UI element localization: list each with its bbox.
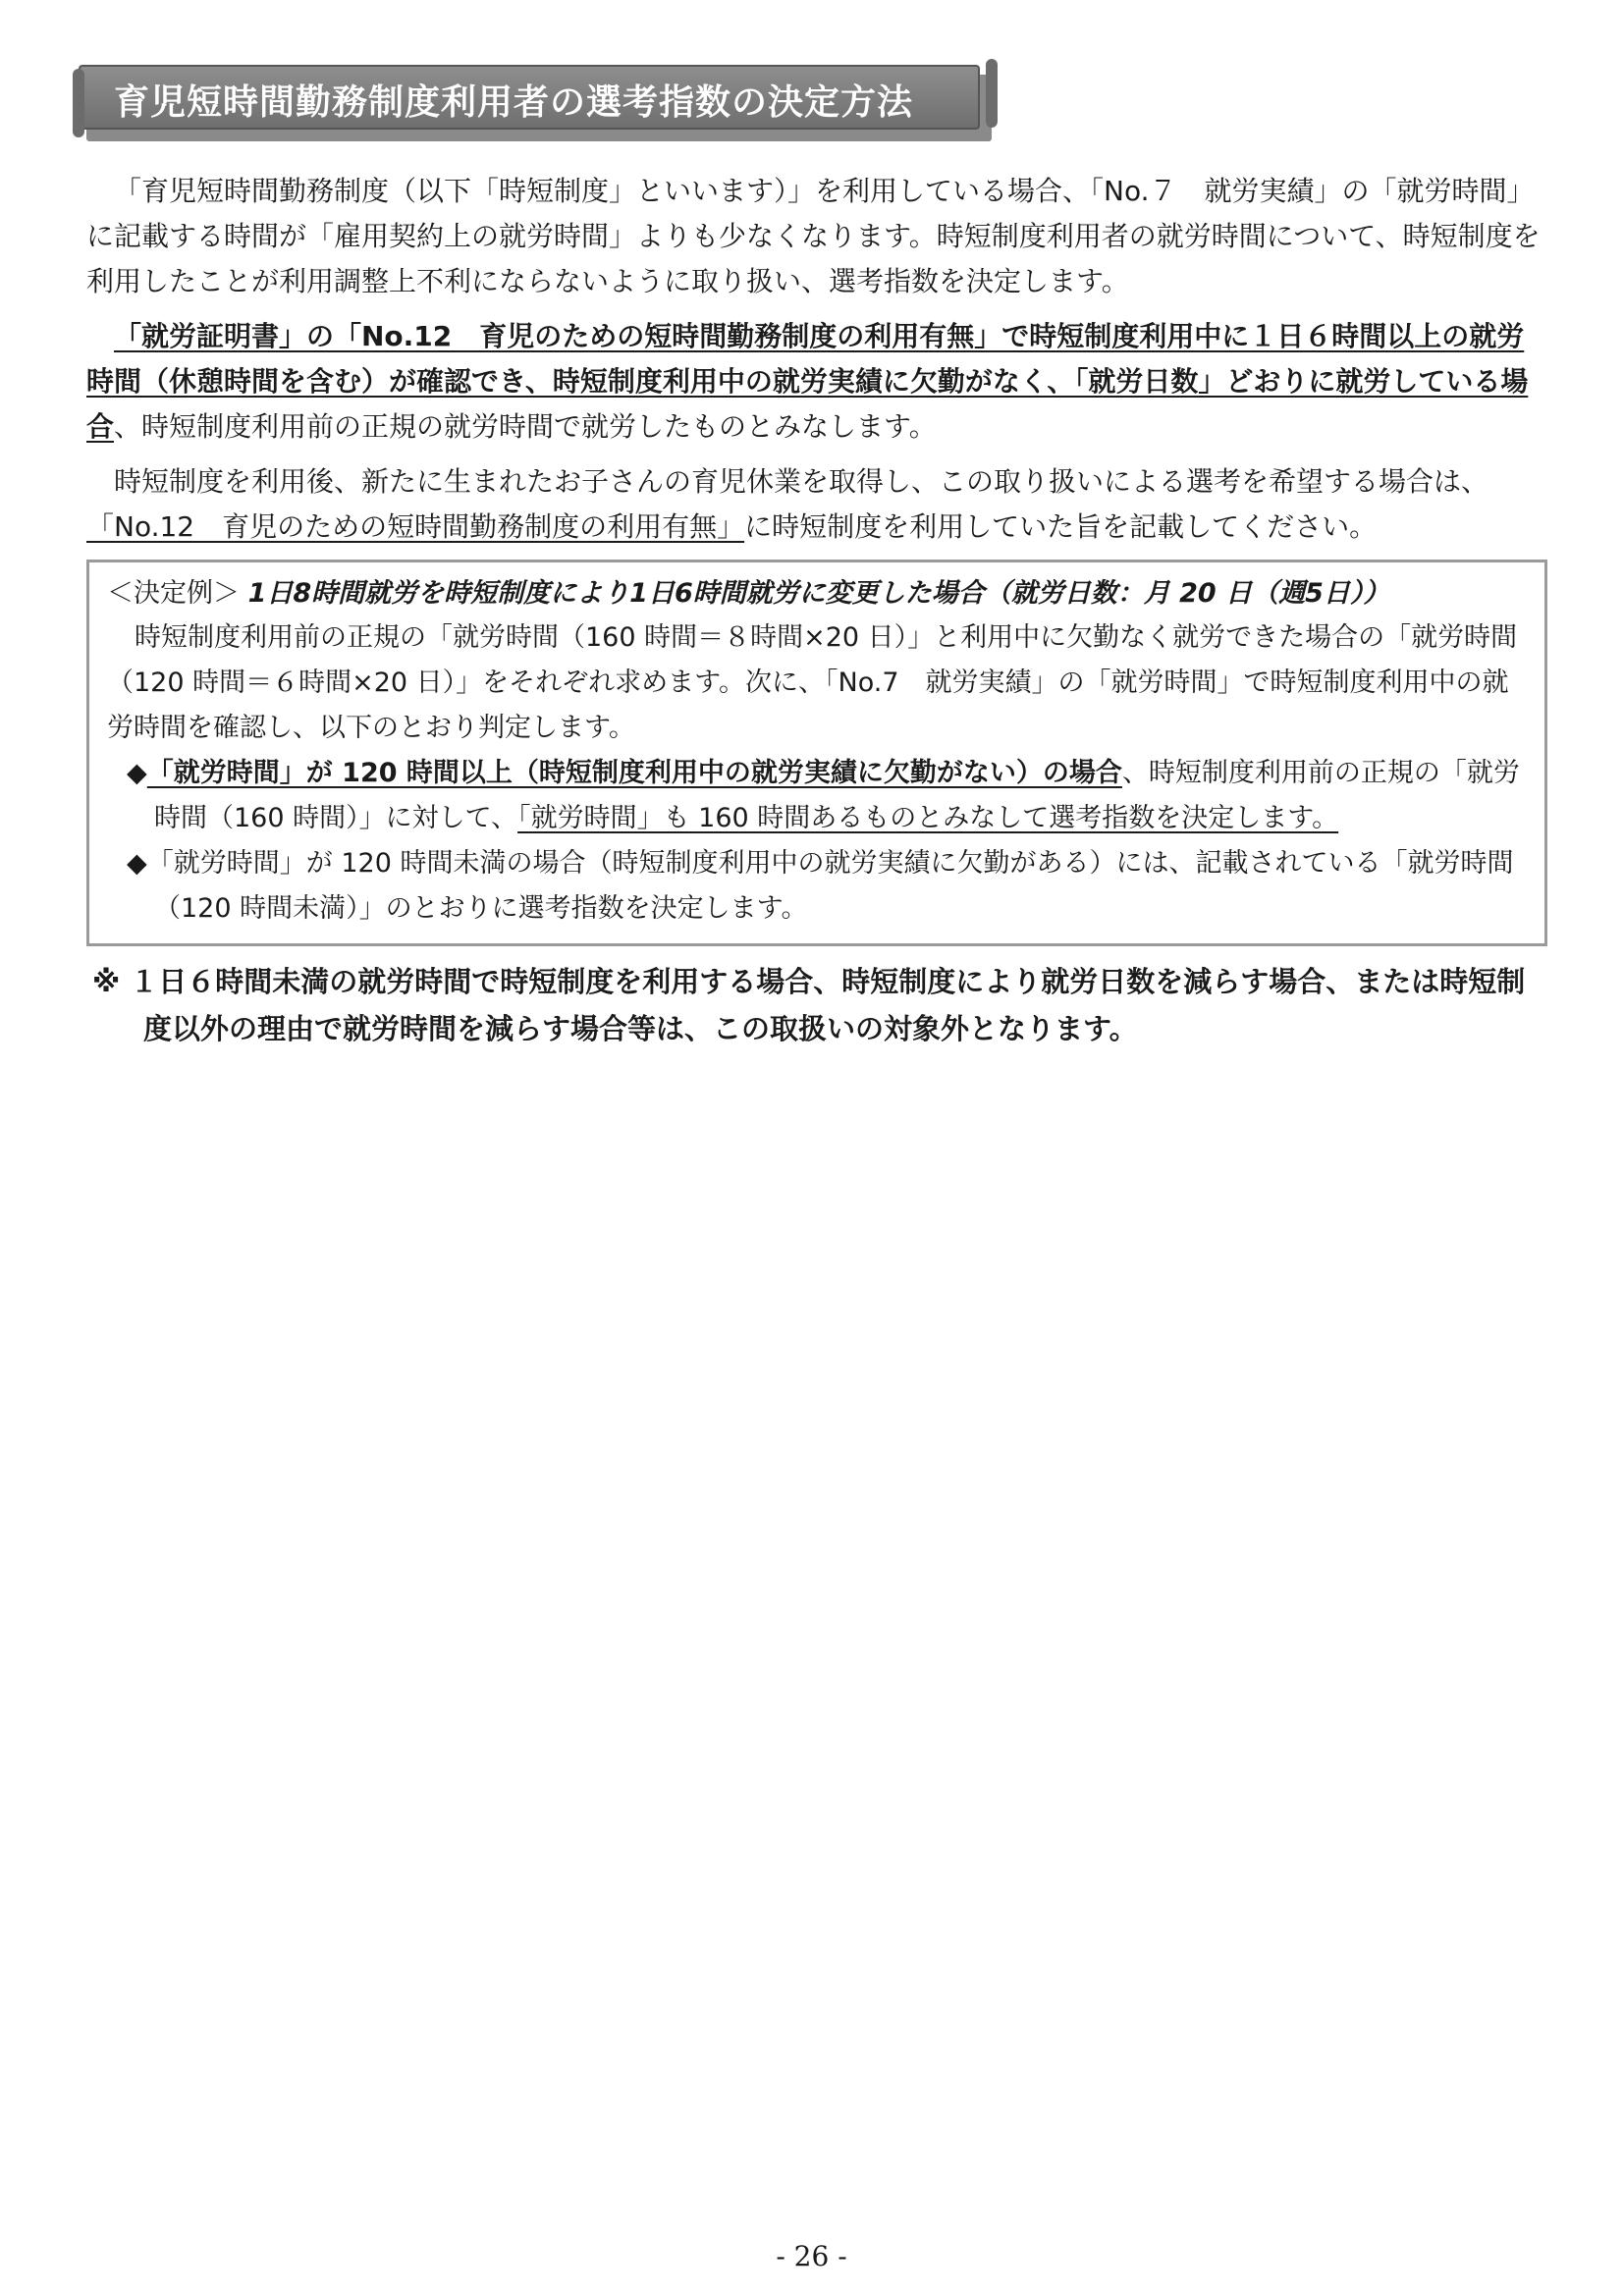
example-bullet-1 xyxy=(127,751,1527,841)
bullet-1-middle: 、時短制度利用前の正規の「就労時間（160 時間）」に対して、 xyxy=(154,758,1520,833)
instruction-paragraph xyxy=(86,459,1549,550)
section-title-banner xyxy=(79,65,992,141)
rule-paragraph xyxy=(86,314,1549,450)
example-title: 1日8時間就労を時短制度により1日6時間就労に変更した場合（就労日数：月 20 日（週5日）） xyxy=(247,578,1390,609)
bullet-diamond-icon: ◆ xyxy=(127,758,147,788)
example-body: 時短制度利用前の正規の「就労時間（160 時間＝８時間×20 日）」と利用中に欠勤なく就労できた場合の「就労時間（120 時間＝６時間×20 日）」をそれぞれ求めます。次に、「No.7 就労実績」の「就労時間」で時短制度利用中の就労時間を確認し、以下のとおり判定します。 xyxy=(107,622,1518,743)
rule-result: 、時短制度利用前の正規の就労時間で就労したものとみなします。 xyxy=(114,410,937,443)
instruction-start: 時短制度を利用後、新たに生まれたお子さんの育児休業を取得し、この取り扱いによる選考を希望する場合は、 xyxy=(114,465,1489,498)
example-heading xyxy=(107,572,1527,615)
example-box xyxy=(86,560,1547,946)
rule-condition: 「就労証明書」の「No.12 育児のための短時間勤務制度の利用有無」で時短制度利用中に１日６時間以上の就労時間（休憩時間を含む）が確認でき、時短制度利用中の就労実績に欠勤がなく、「就労日数」どおりに就労している場合 xyxy=(86,320,1529,443)
intro-paragraph: 「育児短時間勤務制度（以下「時短制度」といいます）」を利用している場合、「No.７ 就労実績」の「就労時間」に記載する時間が「雇用契約上の就労時間」よりも少なくなります。時短制度利用者の就労時間について、時短制度を利用したことが利用調整上不利にならないように取り扱い、選考指数を決定します。 xyxy=(86,175,1541,297)
instruction-end: に時短制度を利用していた旨を記載してください。 xyxy=(744,510,1378,543)
instruction-reference: 「No.12 育児のための短時間勤務制度の利用有無」 xyxy=(86,510,745,543)
bullet-1-conclusion: 「就労時間」も 160 時間あるものとみなして選考指数を決定します。 xyxy=(517,803,1339,833)
main-content xyxy=(86,169,1549,1052)
bullet-2-text: 「就労時間」が 120 時間未満の場合（時短制度利用中の就労実績に欠勤がある）には、記載されている「就労時間（120 時間未満）」のとおりに選考指数を決定します。 xyxy=(146,848,1514,924)
example-bullet-2 xyxy=(127,841,1527,932)
bullet-diamond-icon: ◆ xyxy=(127,848,147,879)
example-label: ＜決定例＞ xyxy=(107,578,240,609)
title-scroll-left xyxy=(73,69,84,137)
bullet-1-condition: 「就労時間」が 120 時間以上（時短制度利用中の就労実績に欠勤がない）の場合 xyxy=(146,758,1122,788)
exclusion-note: ※ １日６時間未満の就労時間で時短制度を利用する場合、時短制度により就労日数を減らす場合、または時短制度以外の理由で就労時間を減らす場合等は、この取扱いの対象外となります。 xyxy=(92,965,1526,1045)
page-number: - 26 - xyxy=(776,2240,847,2272)
title-scroll-right xyxy=(986,59,998,128)
page-title: 育児短時間勤務制度利用者の選考指数の決定方法 xyxy=(114,82,914,123)
